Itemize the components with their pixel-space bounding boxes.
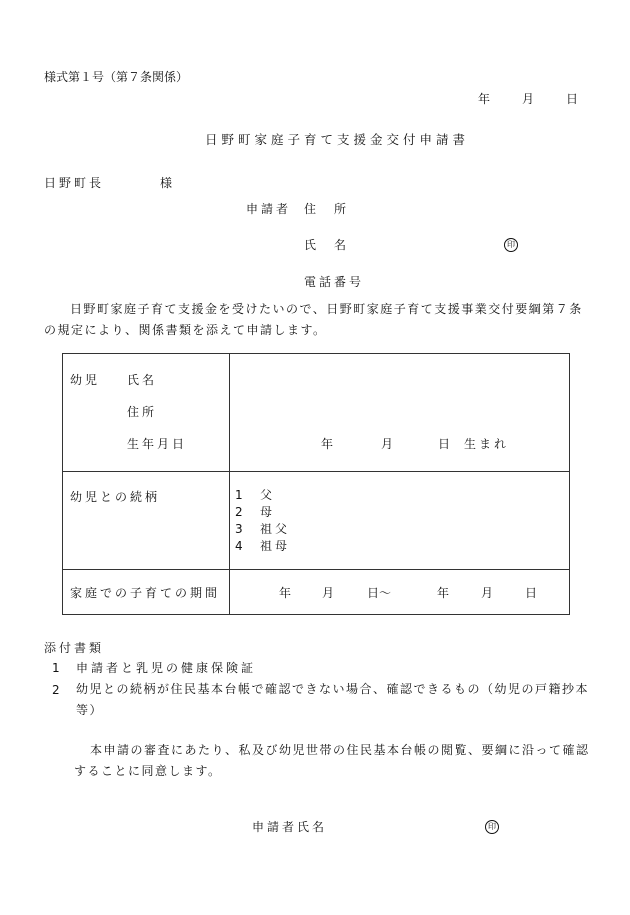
applicant-seal: 印 [504, 238, 518, 252]
applicant-name-label: 氏 名 [304, 238, 350, 252]
infant-label: 幼児 [70, 373, 101, 387]
attachment-num: 1 [52, 661, 60, 675]
form-number: 様式第１号（第７条関係） [44, 70, 189, 84]
period-to-year: 年 [437, 586, 450, 600]
application-table [62, 353, 570, 615]
relation-option-num: 4 [235, 539, 243, 553]
relation-option-label: 父 [260, 488, 276, 502]
infant-name-label: 氏名 [127, 373, 158, 387]
table-column-divider [229, 354, 230, 614]
birth-suffix: 生まれ [464, 437, 510, 451]
infant-address-label: 住所 [127, 405, 158, 419]
addressee-honorific: 様 [160, 176, 173, 190]
birth-month-label: 月 [381, 437, 394, 451]
relation-option-num: 2 [235, 505, 243, 519]
relation-option-num: 3 [235, 522, 243, 536]
date-year-label: 年 [478, 92, 491, 106]
table-row-divider-1 [63, 471, 569, 472]
relation-option-num: 1 [235, 488, 243, 502]
period-from-day: 日～ [367, 586, 392, 600]
relation-option-label: 母 [260, 505, 276, 519]
addressee-name: 日野町長 [44, 176, 105, 190]
attachments-title: 添付書類 [44, 641, 105, 655]
consent-text: 本申請の審査にあたり、私及び幼児世帯の住民基本台帳の閲覧、要綱に沿って確認することに同意します。 [74, 743, 590, 778]
infant-birth-label: 生年月日 [127, 437, 188, 451]
period-to-month: 月 [481, 586, 494, 600]
relation-label: 幼児との続柄 [70, 490, 161, 504]
period-label: 家庭での子育ての期間 [70, 586, 221, 600]
attachment-text: 申請者と乳児の健康保険証 [76, 661, 257, 675]
signature-seal: 印 [485, 820, 499, 834]
birth-day-label: 日 [438, 437, 451, 451]
applicant-phone-label: 電話番号 [304, 275, 365, 289]
period-from-year: 年 [279, 586, 292, 600]
intro-text: 日野町家庭子育て支援金を受けたいので、日野町家庭子育て支援事業交付要綱第７条の規定により、関係書類を添えて申請します。 [44, 302, 583, 337]
relation-option-label: 祖父 [260, 522, 291, 536]
table-row-divider-2 [63, 569, 569, 570]
attachment-num: 2 [52, 683, 60, 697]
date-day-label: 日 [566, 92, 579, 106]
attachment-text: 幼児との続柄が住民基本台帳で確認できない場合、確認できるもの（幼児の戸籍抄本等） [76, 682, 590, 717]
signature-label: 申請者氏名 [252, 820, 328, 834]
birth-year-label: 年 [321, 437, 334, 451]
date-month-label: 月 [522, 92, 535, 106]
relation-option-label: 祖母 [260, 539, 291, 553]
document-title: 日野町家庭子育て支援金交付申請書 [205, 132, 470, 147]
period-to-day: 日 [525, 586, 538, 600]
applicant-address-label: 住 所 [304, 202, 350, 216]
applicant-label: 申請者 [246, 202, 292, 216]
period-from-month: 月 [322, 586, 335, 600]
